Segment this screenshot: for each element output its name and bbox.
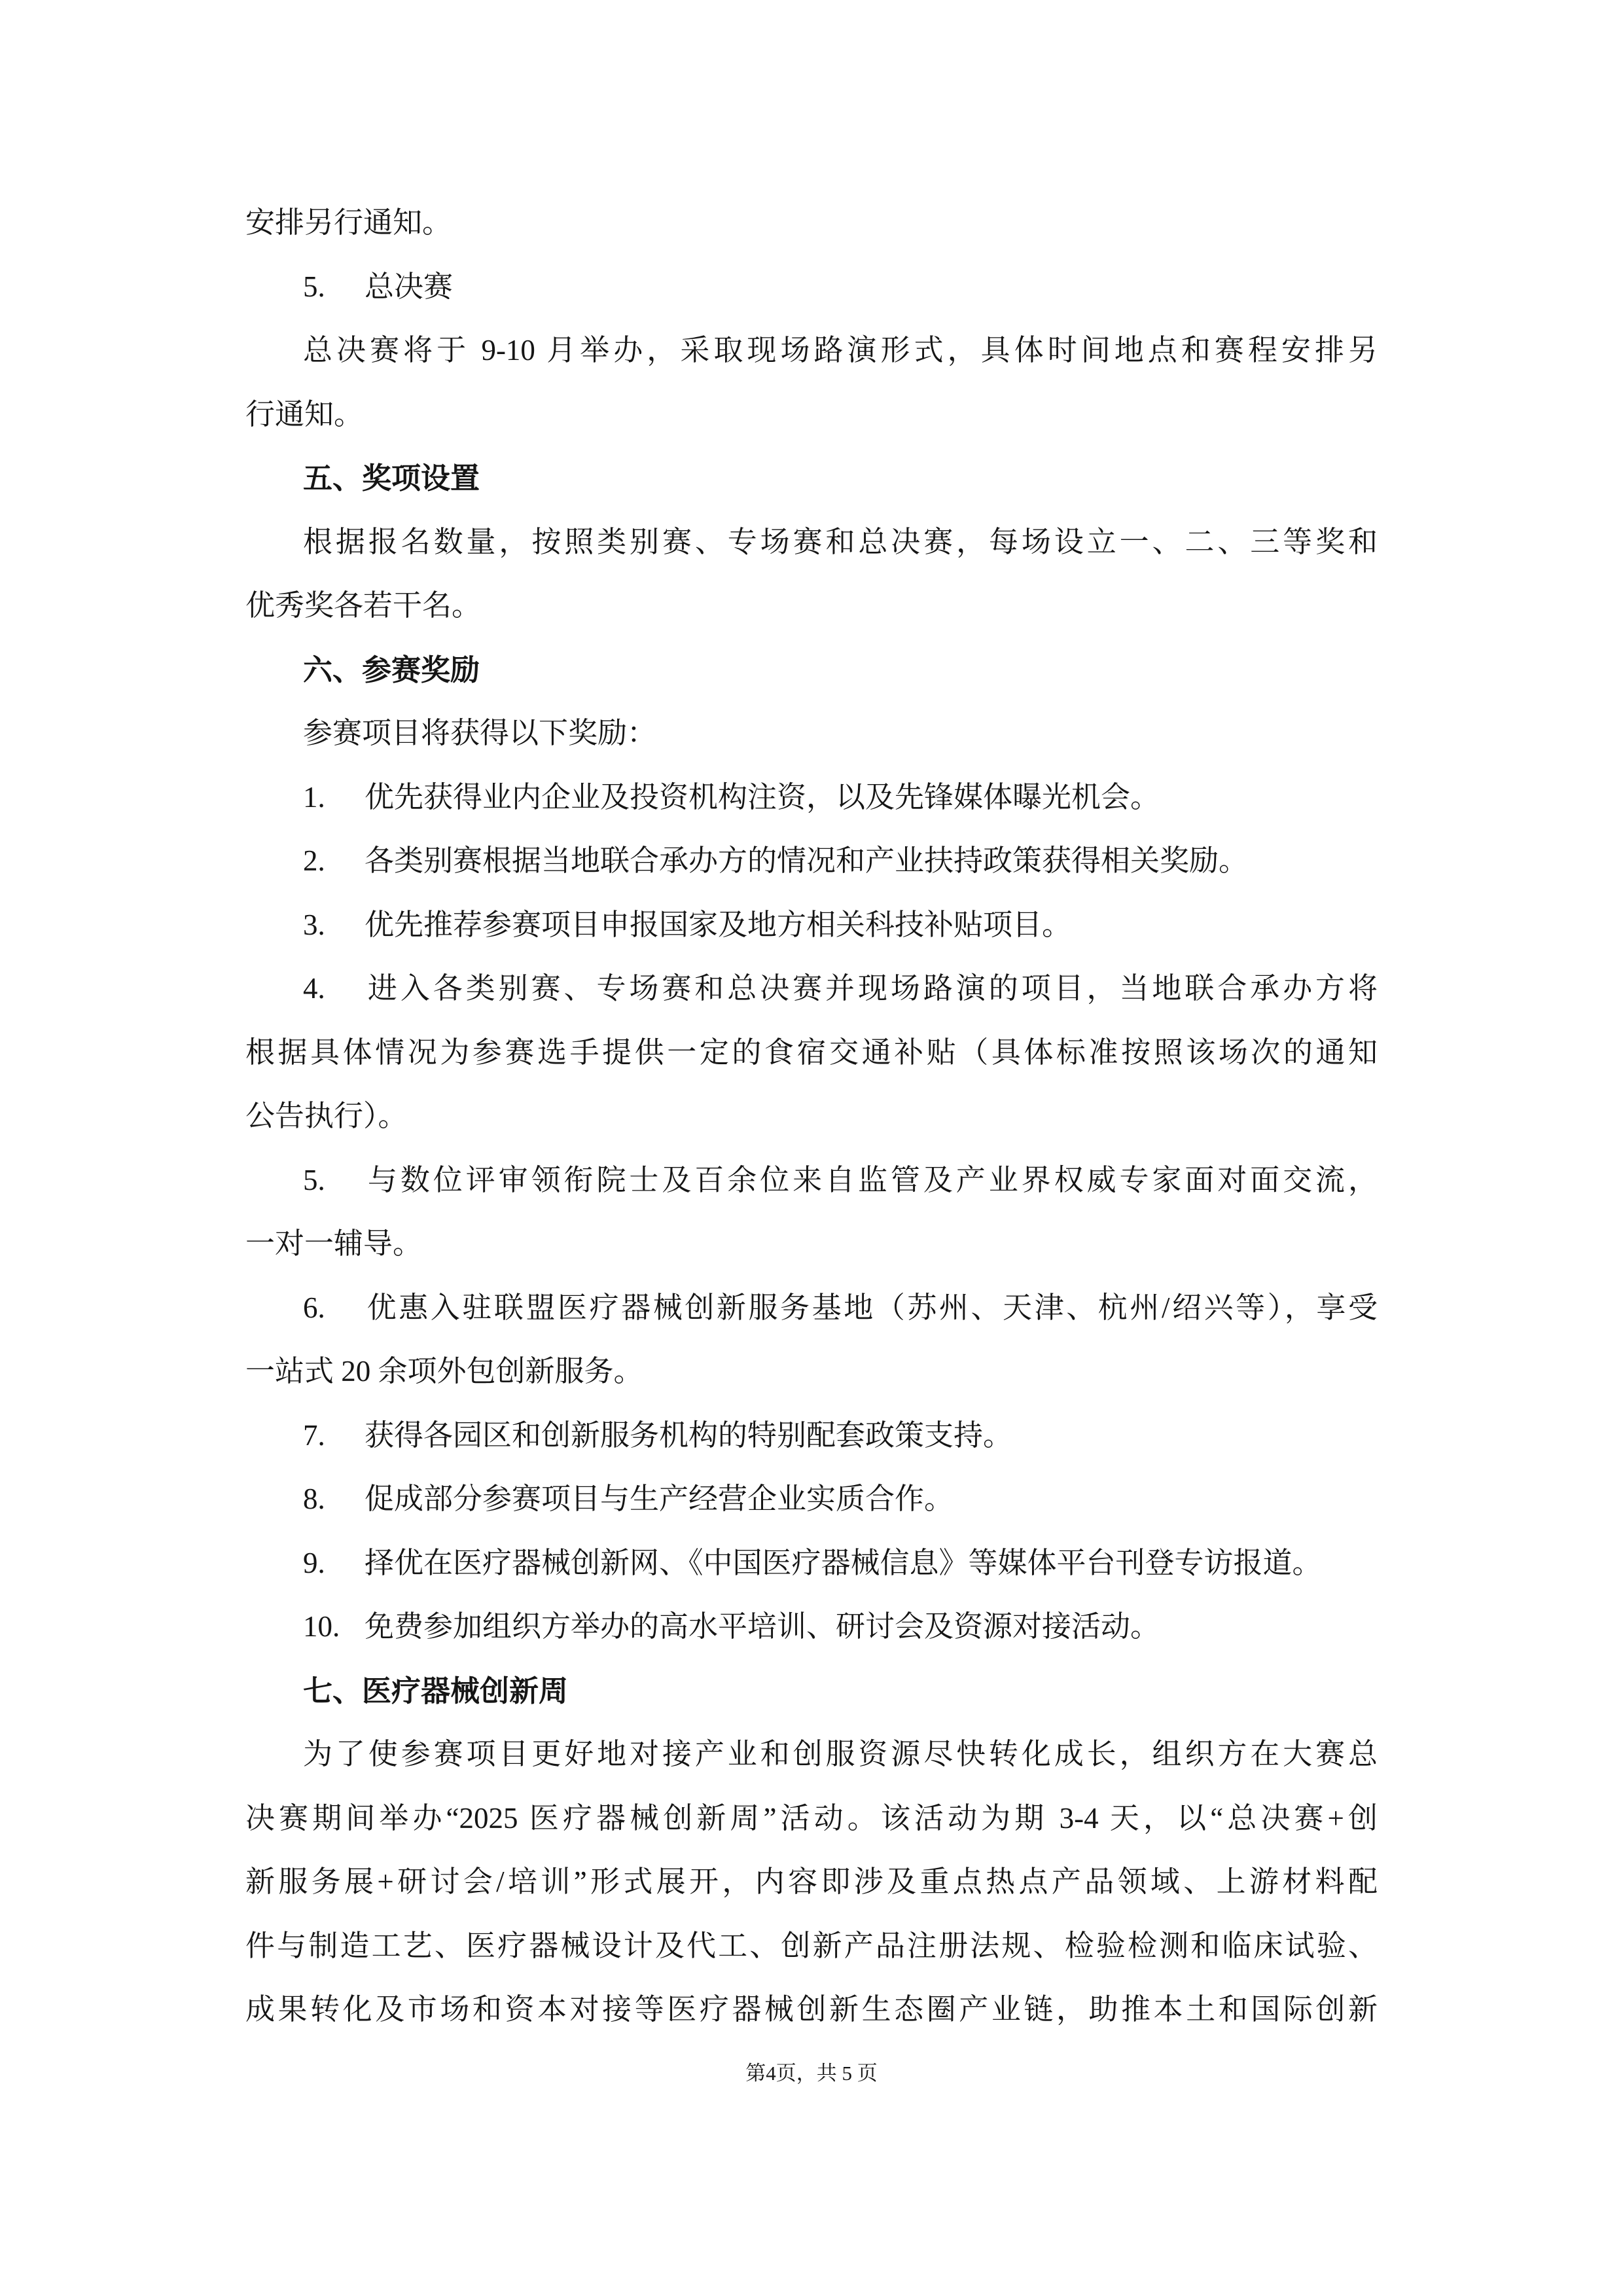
list-number: 3.	[303, 908, 325, 941]
line-text: 优秀奖各若干名。	[245, 589, 482, 622]
line-text: 促成部分参赛项目与生产经营企业实质合作。	[365, 1482, 954, 1515]
text-line	[245, 1404, 1378, 1468]
text-line	[245, 1659, 1378, 1723]
text-line	[245, 574, 1378, 638]
line-text: 六、参赛奖励	[303, 653, 480, 687]
text-line	[245, 1149, 1378, 1213]
line-text: 为了使参赛项目更好地对接产业和创服资源尽快转化成长，组织方在大赛总	[303, 1738, 1378, 1770]
text-line	[245, 1532, 1378, 1596]
text-line	[245, 1787, 1378, 1851]
line-text: 各类别赛根据当地联合承办方的情况和产业扶持政策获得相关奖励。	[365, 844, 1249, 877]
line-text: 根据报名数量，按照类别赛、专场赛和总决赛，每场设立一、二、三等奖和	[303, 525, 1378, 558]
line-text: 参赛项目将获得以下奖励：	[303, 717, 657, 749]
line-text: 进入各类别赛、专场赛和总决赛并现场路演的项目，当地联合承办方将	[365, 972, 1378, 1005]
list-number: 7.	[303, 1418, 325, 1452]
text-line	[245, 1021, 1378, 1085]
text-line	[245, 191, 1378, 255]
document-body	[245, 191, 1378, 2042]
line-text: 优先推荐参赛项目申报国家及地方相关科技补贴项目。	[365, 908, 1072, 941]
text-line	[245, 702, 1378, 766]
page-footer	[0, 2054, 1623, 2093]
line-text: 行通知。	[245, 397, 364, 431]
list-number: 10.	[303, 1610, 340, 1643]
line-text: 优先获得业内企业及投资机构注资，以及先锋媒体曝光机会。	[365, 780, 1160, 814]
text-line	[245, 1212, 1378, 1276]
text-line	[245, 1850, 1378, 1914]
text-line	[245, 957, 1378, 1021]
line-text: 择优在医疗器械创新网、《中国医疗器械信息》等媒体平台刊登专访报道。	[365, 1546, 1322, 1579]
line-text: 总决赛将于 9-10 月举办，采取现场路演形式，具体时间地点和赛程安排另	[303, 334, 1378, 367]
list-number: 9.	[303, 1546, 325, 1579]
text-line	[245, 1467, 1378, 1532]
line-text: 七、医疗器械创新周	[303, 1674, 569, 1708]
text-line	[245, 1595, 1378, 1659]
text-line	[245, 1276, 1378, 1340]
text-line	[245, 893, 1378, 958]
line-text: 免费参加组织方举办的高水平培训、研讨会及资源对接活动。	[365, 1610, 1160, 1643]
list-number: 5.	[303, 270, 325, 303]
line-text: 获得各园区和创新服务机构的特别配套政策支持。	[365, 1418, 1013, 1452]
text-line	[245, 319, 1378, 383]
list-number: 6.	[303, 1291, 325, 1324]
text-line	[245, 255, 1378, 319]
list-number: 5.	[303, 1163, 325, 1196]
line-text: 件与制造工艺、医疗器械设计及代工、创新产品注册法规、检验检测和临床试验、	[245, 1929, 1378, 1962]
line-text: 新服务展+研讨会/培训”形式展开，内容即涉及重点热点产品领域、上游材料配	[245, 1865, 1378, 1898]
list-number: 2.	[303, 844, 325, 877]
text-line	[245, 1340, 1378, 1404]
line-text: 一对一辅导。	[245, 1227, 423, 1260]
line-text: 根据具体情况为参赛选手提供一定的食宿交通补贴（具体标准按照该场次的通知	[245, 1035, 1378, 1069]
text-line	[245, 1723, 1378, 1787]
text-line	[245, 383, 1378, 447]
text-line	[245, 446, 1378, 511]
line-text: 一站式 20 余项外包创新服务。	[245, 1355, 643, 1388]
text-line	[245, 766, 1378, 830]
line-text: 总决赛	[365, 270, 454, 303]
list-number: 4.	[303, 972, 325, 1005]
text-line	[245, 1978, 1378, 2042]
text-line	[245, 1914, 1378, 1979]
list-number: 1.	[303, 780, 325, 814]
line-text: 安排另行通知。	[245, 206, 452, 239]
line-text: 成果转化及市场和资本对接等医疗器械创新生态圈产业链，助推本土和国际创新	[245, 1993, 1378, 2026]
page-number: 第4页，共 5 页	[745, 2062, 878, 2085]
text-line	[245, 511, 1378, 575]
text-line	[245, 1085, 1378, 1149]
line-text: 公告执行）。	[245, 1100, 408, 1132]
list-number: 8.	[303, 1482, 325, 1515]
line-text: 优惠入驻联盟医疗器械创新服务基地（苏州、天津、杭州/绍兴等），享受	[365, 1291, 1378, 1324]
text-line	[245, 829, 1378, 893]
line-text: 与数位评审领衔院士及百余位来自监管及产业界权威专家面对面交流，	[365, 1163, 1378, 1196]
line-text: 决赛期间举办“2025 医疗器械创新周”活动。该活动为期 3-4 天，以“总决赛+创	[245, 1801, 1378, 1835]
text-line	[245, 638, 1378, 702]
line-text: 五、奖项设置	[303, 461, 480, 495]
